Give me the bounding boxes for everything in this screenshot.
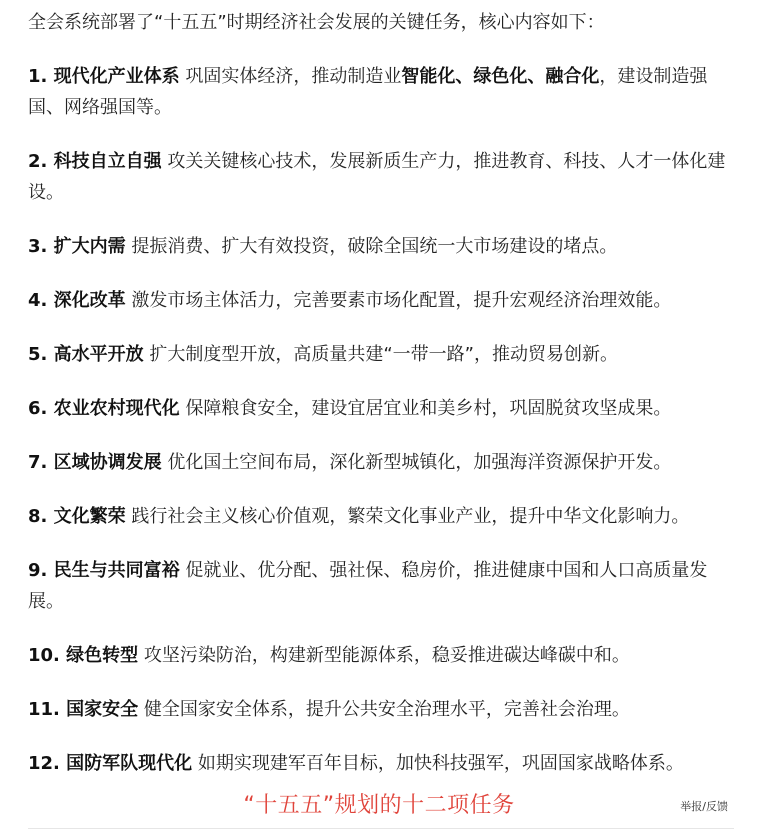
task-title: 5. 高水平开放 — [28, 344, 144, 365]
task-description: 巩固实体经济，推动制造业 — [179, 66, 402, 87]
task-item — [28, 555, 734, 617]
task-item — [28, 231, 734, 262]
intro-paragraph: 全会系统部署了“十五五”时期经济社会发展的关键任务，核心内容如下： — [28, 12, 605, 33]
task-title: 10. 绿色转型 — [28, 645, 139, 666]
task-description: 攻坚污染防治，构建新型能源体系，稳妥推进碳达峰碳中和。 — [138, 645, 630, 666]
task-description: 保障粮食安全，建设宜居宜业和美乡村，巩固脱贫攻坚成果。 — [179, 398, 672, 419]
task-description: 践行社会主义核心价值观，繁荣文化事业产业，提升中华文化影响力。 — [125, 506, 690, 527]
task-item — [28, 339, 734, 370]
task-title: 3. 扩大内需 — [28, 236, 126, 257]
image-caption: “十五五”规划的十二项任务 — [243, 793, 515, 818]
task-description: 激发市场主体活力，完善要素市场化配置，提升宏观经济治理效能。 — [125, 290, 672, 311]
task-description: 提振消费、扩大有效投资，破除全国统一大市场建设的堵点。 — [125, 236, 618, 257]
task-item — [28, 748, 734, 779]
task-item — [28, 694, 734, 725]
task-item — [28, 640, 734, 671]
task-item — [28, 393, 734, 424]
task-description: 攻关关键核心技术，发展新质生产力，推进教育、科技、人才一体化建设。 — [28, 151, 726, 203]
task-description: 扩大制度型开放，高质量共建“一带一路”，推动贸易创新。 — [143, 344, 619, 365]
task-description: 健全国家安全体系，提升公共安全治理水平，完善社会治理。 — [138, 699, 630, 720]
task-item — [28, 447, 734, 478]
task-item — [28, 61, 734, 123]
task-item — [28, 146, 734, 208]
article-body — [28, 8, 734, 802]
task-item — [28, 501, 734, 532]
task-description: 优化国土空间布局，深化新型城镇化，加强海洋资源保护开发。 — [161, 452, 672, 473]
task-title: 1. 现代化产业体系 — [28, 66, 180, 87]
task-item — [28, 285, 734, 316]
bottom-divider — [28, 828, 734, 829]
task-description: ，建设制造强国、网络强国等。 — [28, 66, 708, 118]
task-title: 7. 区域协调发展 — [28, 452, 162, 473]
task-title: 4. 深化改革 — [28, 290, 126, 311]
task-title: 12. 国防军队现代化 — [28, 753, 193, 774]
task-title: 6. 农业农村现代化 — [28, 398, 180, 419]
task-title: 2. 科技自立自强 — [28, 151, 162, 172]
task-highlight: 智能化、绿色化、融合化 — [401, 66, 600, 87]
report-feedback-link[interactable]: 举报/反馈 — [680, 800, 728, 813]
task-title: 11. 国家安全 — [28, 699, 139, 720]
task-description: 促就业、优分配、强社保、稳房价，推进健康中国和人口高质量发展。 — [28, 560, 708, 612]
task-title: 9. 民生与共同富裕 — [28, 560, 180, 581]
task-description: 如期实现建军百年目标，加快科技强军，巩固国家战略体系。 — [192, 753, 684, 774]
task-title: 8. 文化繁荣 — [28, 506, 126, 527]
